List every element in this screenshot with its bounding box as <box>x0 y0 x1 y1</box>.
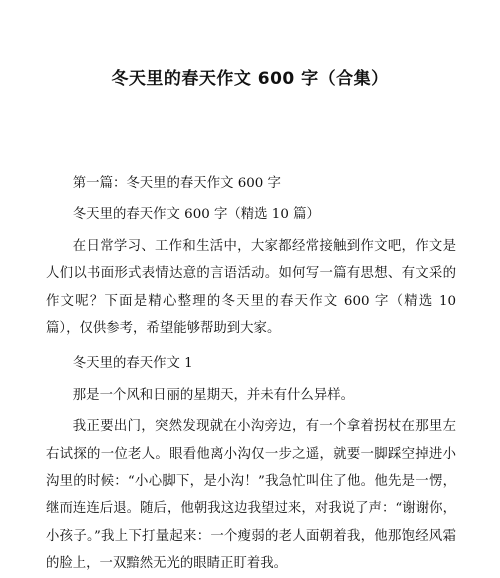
document-body <box>46 170 456 578</box>
document-title: 冬天里的春天作文 600 字（合集） <box>111 69 389 89</box>
article-subtitle: 冬天里的春天作文 600 字（精选 10 篇） <box>72 207 320 223</box>
essay-paragraph: 那是一个风和日丽的星期天，并未有什么异样。 <box>72 387 354 403</box>
essay-heading: 冬天里的春天作文 1 <box>72 356 193 372</box>
section-heading: 第一篇：冬天里的春天作文 600 字 <box>72 176 281 191</box>
intro-paragraph: 在日常学习、工作和生活中，大家都经常接触到作文吧，作文是人们以书面形式表情达意的言语活动。如何写一篇有思想、有文采的作文呢？下面是精心整理的冬天里的春天作文 600 字（精选 10 篇），仅供参考，希望能够帮助到大家。 <box>46 238 456 337</box>
essay-paragraph: 我正要出门，突然发现就在小沟旁边，有一个拿着拐杖在那里左右试探的一位老人。眼看他离小沟仅一步之遥，就要一脚踩空掉进小沟里的时候：“小心脚下，是小沟！”我急忙叫住了他。他先是一愣，继而连连后退。随后，他朝我这边我望过来，对我说了声：“谢谢你，小孩子。”我上下打量起来：一个瘦弱的老人面朝着我，他那饱经风霜的脸上，一双黯然无光的眼睛正盯着我。 <box>46 419 456 572</box>
